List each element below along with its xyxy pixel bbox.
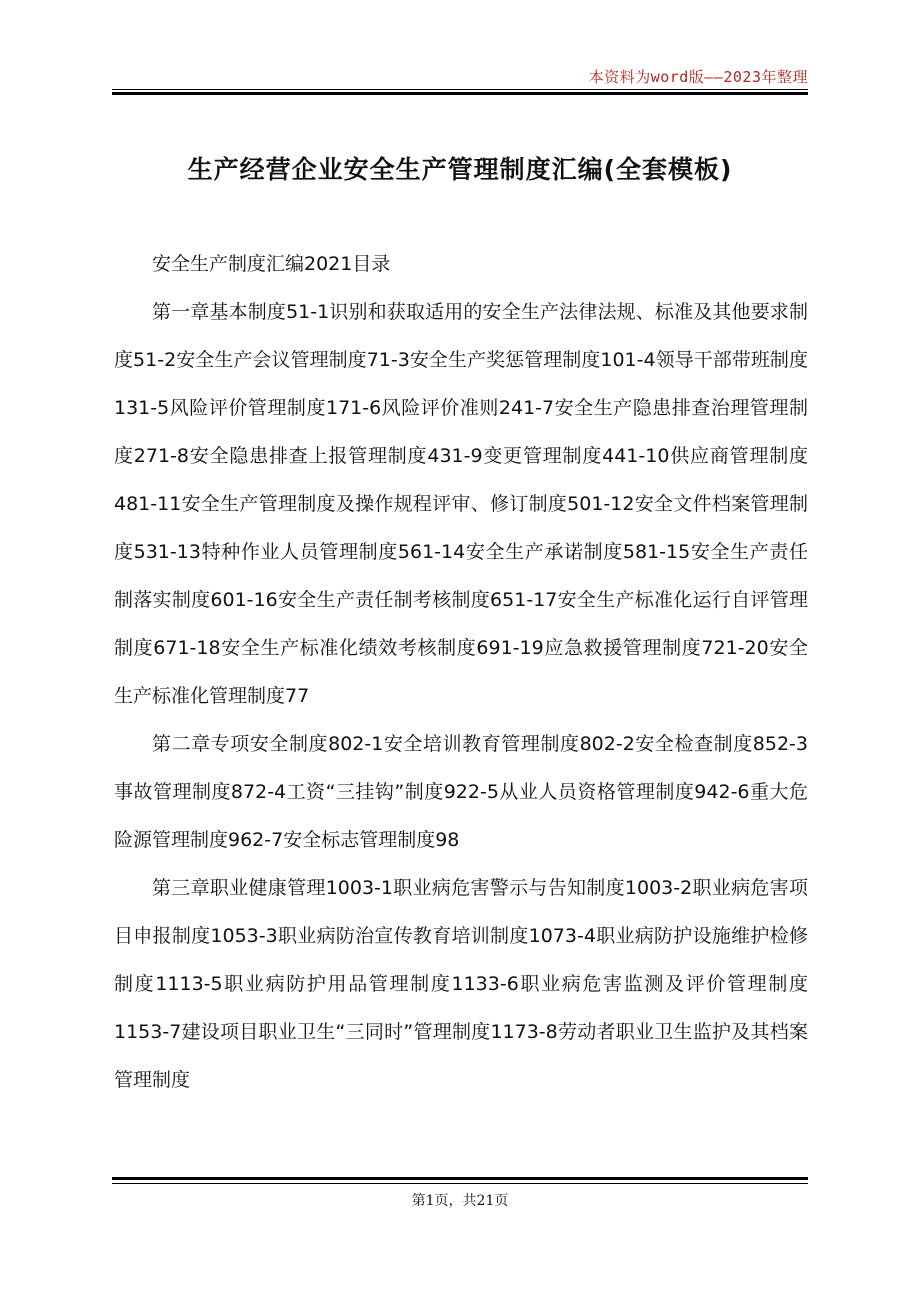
header-note: 本资料为word版——2023年整理 xyxy=(588,68,808,86)
footer-rule-thick xyxy=(112,1177,808,1180)
header-rule-thin xyxy=(112,89,808,90)
footer-rule-thin xyxy=(112,1183,808,1184)
toc-heading: 安全生产制度汇编2021目录 xyxy=(152,253,391,275)
document-body xyxy=(114,240,808,1104)
document-title: 生产经营企业安全生产管理制度汇编(全套模板) xyxy=(187,155,733,184)
page-number: 第1页，共21页 xyxy=(411,1193,509,1209)
header-rule-thick xyxy=(112,92,808,95)
toc-chapter-1: 第一章基本制度51-1识别和获取适用的安全生产法律法规、标准及其他要求制度51-2安全生产会议管理制度71-3安全生产奖惩管理制度101-4领导干部带班制度131-5风险评价管理制度171-6风险评价准则241-7安全生产隐患排查治理管理制度271-8安全隐患排查上报管理制度431-9变更管理制度441-10供应商管理制度481-11安全生产管理制度及操作规程评审、修订制度501-12安全文件档案管理制度531-13特种作业人员管理制度561-14安全生产承诺制度581-15安全生产责任制落实制度601-16安全生产责任制考核制度651-17安全生产标准化运行自评管理制度671-18安全生产标准化绩效考核制度691-19应急救援管理制度721-20安全生产标准化管理制度77 xyxy=(114,301,808,707)
toc-chapter-3: 第三章职业健康管理1003-1职业病危害警示与告知制度1003-2职业病危害项目申报制度1053-3职业病防治宣传教育培训制度1073-4职业病防护设施维护检修制度1113-5职业病防护用品管理制度1133-6职业病危害监测及评价管理制度1153-7建设项目职业卫生“三同时”管理制度1173-8劳动者职业卫生监护及其档案管理制度 xyxy=(114,877,808,1091)
toc-chapter-2: 第二章专项安全制度802-1安全培训教育管理制度802-2安全检查制度852-3事故管理制度872-4工资“三挂钩”制度922-5从业人员资格管理制度942-6重大危险源管理制度962-7安全标志管理制度98 xyxy=(114,733,808,851)
